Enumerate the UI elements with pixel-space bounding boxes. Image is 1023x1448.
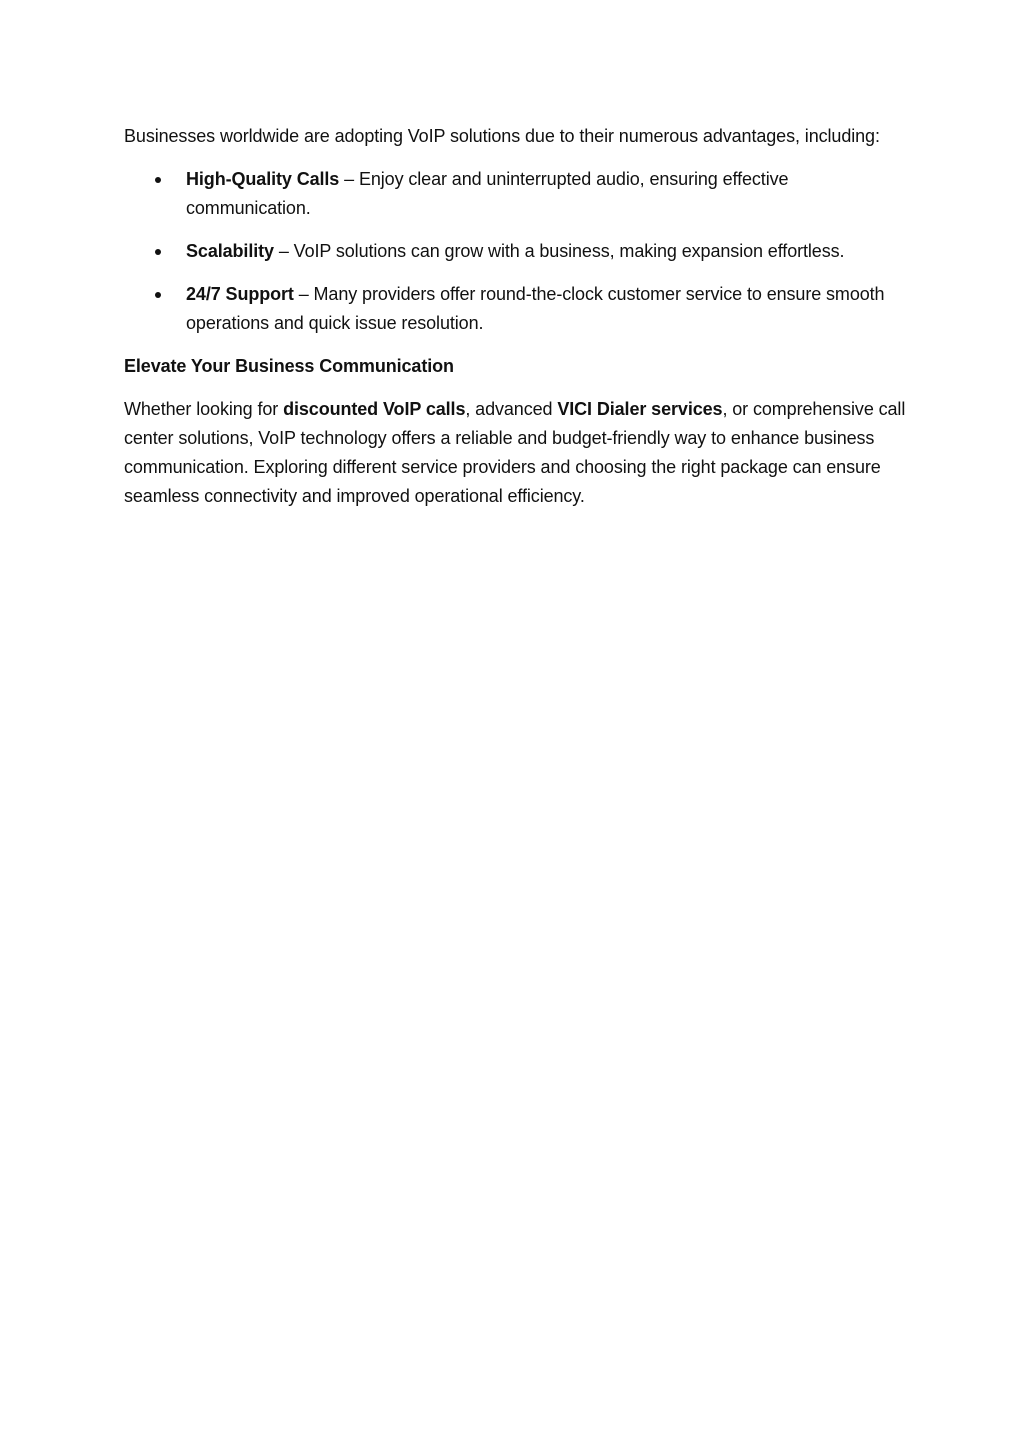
list-item: [124, 237, 914, 266]
benefit-term: Scalability: [186, 241, 274, 261]
list-item: [124, 280, 914, 338]
list-item: [124, 165, 914, 223]
closing-text-1: Whether looking for: [124, 399, 284, 419]
closing-bold-1: discounted VoIP calls: [283, 399, 466, 419]
closing-text-3: , or comprehensive call center solutions, VoIP technology offers a reliable and budget-friendly way to enhance business communication. Exploring different service providers and choosing the right package can ensure seamless connectivity and improved operational efficiency.: [124, 399, 906, 506]
closing-text-2: , advanced: [465, 399, 558, 419]
benefit-description: – VoIP solutions can grow with a business, making expansion effortless.: [273, 241, 845, 261]
closing-paragraph: [124, 395, 914, 511]
benefit-description: – Enjoy clear and uninterrupted audio, ensuring effective communication.: [186, 169, 789, 218]
bullet-icon: [155, 177, 161, 183]
section-heading: Elevate Your Business Communication: [124, 356, 454, 376]
benefits-list: [124, 165, 914, 338]
bullet-icon: [155, 292, 161, 298]
benefit-description: – Many providers offer round-the-clock customer service to ensure smooth operations and quick issue resolution.: [186, 284, 885, 333]
closing-bold-2: VICI Dialer services: [557, 399, 723, 419]
document-page: [124, 122, 914, 511]
bullet-icon: [155, 249, 161, 255]
intro-paragraph: Businesses worldwide are adopting VoIP solutions due to their numerous advantages, including:: [124, 126, 880, 146]
benefit-term: High-Quality Calls: [186, 169, 340, 189]
benefit-term: 24/7 Support: [186, 284, 294, 304]
